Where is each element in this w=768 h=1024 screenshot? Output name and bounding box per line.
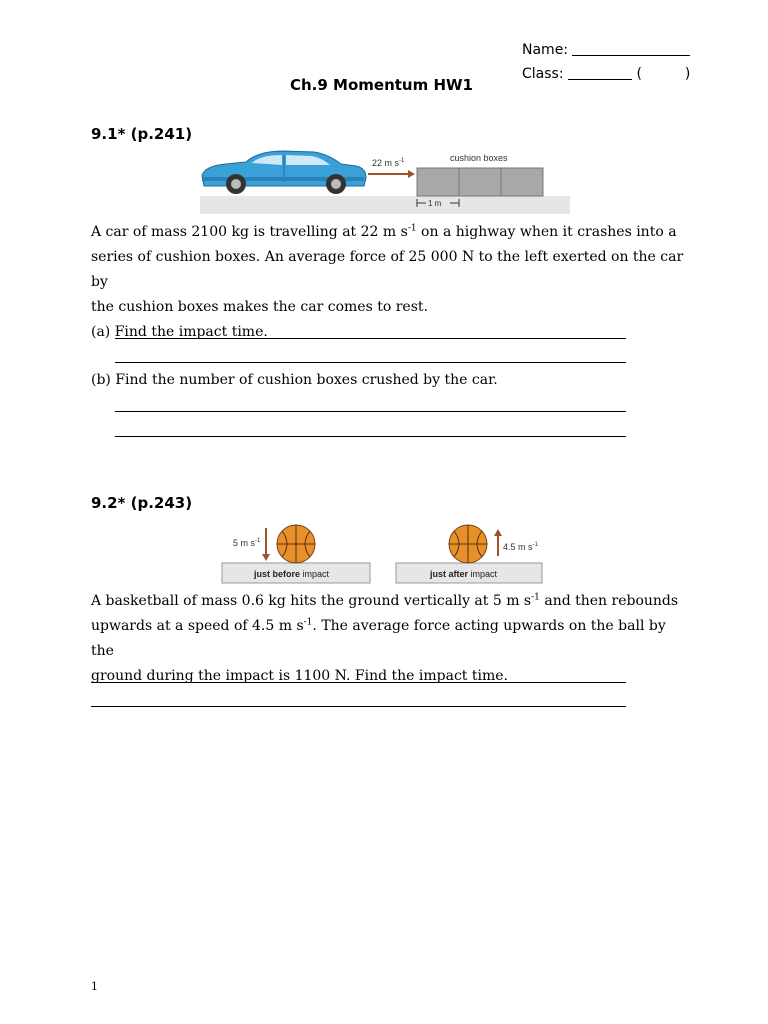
- road-ground: [200, 196, 570, 214]
- q1-part-b: (b) Find the number of cushion boxes crushed by the car.: [91, 372, 498, 388]
- q1-part-a: (a) Find the impact time.: [91, 324, 268, 340]
- scale-label: 1 m: [428, 199, 442, 208]
- before-speed-label: 5 m $s^{-1}$: [233, 538, 261, 548]
- page-title: Ch.9 Momentum HW1: [290, 76, 473, 94]
- car-speed-label: 22 m $s^{-1}$: [372, 158, 405, 168]
- q1-text: A car of mass 2100 kg is travelling at 22 m $s^{-1}$ on a highway when it crashes into a series of cushion boxes. An average force of 25 000 N to the left exerted on the car by the cushion boxes makes the car comes to rest. (a) Find the impact time.: [91, 220, 691, 345]
- name-blank: [572, 55, 690, 56]
- basketball-figure: [220, 520, 550, 586]
- after-impact-label: just after impact: [430, 569, 498, 579]
- class-paren-open: (: [636, 66, 642, 82]
- basketball-icon: [277, 525, 315, 563]
- answer-line[interactable]: [115, 338, 626, 339]
- answer-line[interactable]: [91, 682, 626, 683]
- answer-line[interactable]: [91, 706, 626, 707]
- class-label: Class:: [522, 66, 564, 82]
- page-number: 1: [91, 980, 98, 993]
- car-icon: [202, 151, 366, 194]
- name-label: Name:: [522, 42, 569, 58]
- after-speed-label: 4.5 m $s^{-1}$: [503, 542, 538, 552]
- before-impact-label: just before impact: [254, 569, 330, 579]
- q1-heading: 9.1* (p.241): [91, 125, 193, 143]
- answer-line[interactable]: [115, 436, 626, 437]
- q2-heading: 9.2* (p.243): [91, 494, 193, 512]
- class-field: [522, 66, 690, 82]
- name-field: [522, 42, 690, 58]
- car-crash-figure: [196, 146, 576, 216]
- answer-line[interactable]: [115, 362, 626, 363]
- cushion-boxes-icon: [417, 168, 543, 196]
- class-paren-close: ): [684, 66, 691, 82]
- class-blank: [568, 79, 632, 80]
- basketball-icon: [449, 525, 487, 563]
- cushion-boxes-label: cushion boxes: [450, 153, 508, 163]
- answer-line[interactable]: [115, 411, 626, 412]
- q2-text: A basketball of mass 0.6 kg hits the ground vertically at 5 m $s^{-1}$ and then rebounds upwards at a speed of 4.5 m $s^{-1}$. The average force acting upwards on the ball by the ground during the impact is 1100 N. Find the impact time.: [91, 592, 679, 684]
